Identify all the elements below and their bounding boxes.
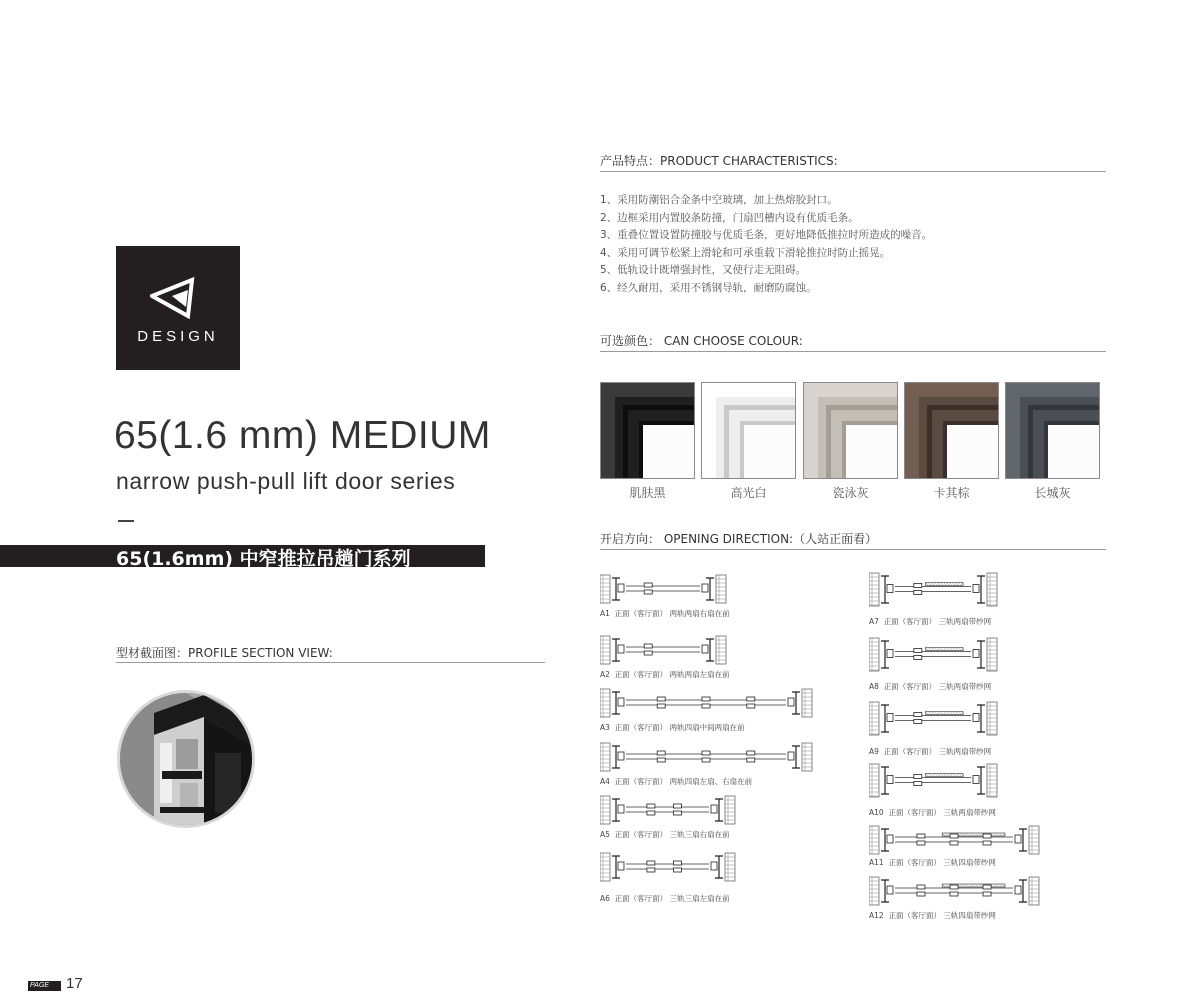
opening-label-a7: A7 正面（客厅面） 三轨两扇带纱网 xyxy=(869,617,992,626)
opening-label-a8: A8 正面（客厅面） 三轨两扇带纱网 xyxy=(869,682,992,691)
opening-diagram-a12 xyxy=(869,875,1041,907)
chinese-title-bar xyxy=(0,545,485,570)
opening-label-a2: A2 正面（客厅面） 两轨两扇左扇在前 xyxy=(600,670,730,679)
logo-text: DESIGN xyxy=(137,328,219,345)
colour-swatch-white xyxy=(701,382,796,479)
profile-section-rule xyxy=(116,662,545,663)
opening-label-a12: A12 正面（客厅面） 三轨四扇带纱网 xyxy=(869,911,996,920)
colour-rule xyxy=(600,351,1106,352)
opening-label-a4: A4 正面（客厅面） 两轨四扇左扇、右扇在前 xyxy=(600,777,753,786)
colour-swatch-ceramic-grey xyxy=(803,382,898,479)
opening-diagram-a2 xyxy=(600,634,730,666)
triangle-logo-icon xyxy=(150,276,210,321)
opening-diagram-a11 xyxy=(869,824,1041,856)
colour-swatch-khaki-brown xyxy=(904,382,999,479)
list-item: 3、重叠位置设置防撞胶与优质毛条，更好地降低推拉时所造成的噪音。 xyxy=(600,229,933,242)
series-title: 65(1.6 mm) MEDIUM xyxy=(114,414,491,457)
list-item: 6、经久耐用，采用不锈钢导轨，耐磨防腐蚀。 xyxy=(600,281,817,294)
colour-swatch-black xyxy=(600,382,695,479)
opening-label-a9: A9 正面（客厅面） 三轨两扇带纱网 xyxy=(869,747,992,756)
list-item: 1、采用防潮铝合金条中空玻璃，加上热熔胶封口。 xyxy=(600,194,838,206)
list-item: 4、采用可调节松紧上滑轮和可承重载下滑轮推拉时防止摇晃。 xyxy=(600,246,891,259)
swatch-label: 高光白 xyxy=(730,486,767,500)
opening-label-a10: A10 正面（客厅面） 三轨两扇带纱网 xyxy=(869,808,996,817)
opening-diagram-a3 xyxy=(600,687,814,719)
page-number: 17 xyxy=(66,975,83,992)
characteristics-heading: 产品特点：PRODUCT CHARACTERISTICS: xyxy=(600,154,838,168)
opening-direction-rule xyxy=(600,549,1106,550)
colour-swatch-greatwall-grey xyxy=(1005,382,1100,479)
opening-label-a5: A5 正面（客厅面） 三轨三扇右扇在前 xyxy=(600,830,730,839)
opening-diagram-a6 xyxy=(600,851,738,883)
characteristics-rule xyxy=(600,171,1106,172)
page-tag: PAGE xyxy=(28,981,61,991)
list-item: 2、边框采用内置胶条防撞，门扇凹槽内设有优质毛条。 xyxy=(600,211,859,224)
opening-diagram-a7 xyxy=(869,571,999,608)
opening-diagram-a1 xyxy=(600,573,730,605)
swatch-label: 卡其棕 xyxy=(933,486,970,500)
profile-section-heading: 型材截面图：PROFILE SECTION VIEW: xyxy=(116,646,333,660)
title-divider xyxy=(118,520,134,522)
opening-diagram-a8 xyxy=(869,636,999,673)
swatch-label: 瓷泳灰 xyxy=(832,486,869,500)
profile-section-image xyxy=(117,690,255,828)
opening-diagram-a5 xyxy=(600,794,738,826)
series-subtitle: narrow push-pull lift door series xyxy=(116,468,456,494)
opening-diagram-a9 xyxy=(869,700,999,737)
opening-diagram-a4 xyxy=(600,741,814,773)
list-item: 5、低轨设计既增强封性，又使行走无阻碍。 xyxy=(600,264,807,277)
opening-label-a11: A11 正面（客厅面） 三轨四扇带纱网 xyxy=(869,858,996,867)
opening-direction-heading: 开启方向： OPENING DIRECTION:（人站正面看） xyxy=(600,532,878,546)
chinese-series-title: 65(1.6mm) 中窄推拉吊趟门系列 xyxy=(116,548,411,570)
opening-label-a1: A1 正面（客厅面） 两轨两扇右扇在前 xyxy=(600,609,730,618)
characteristics-list xyxy=(600,192,932,298)
design-logo xyxy=(116,246,240,370)
opening-label-a3: A3 正面（客厅面） 两轨四扇中间两扇在前 xyxy=(600,723,745,732)
colour-heading: 可选颜色： CAN CHOOSE COLOUR: xyxy=(600,334,803,348)
swatch-label: 肌肤黑 xyxy=(629,486,666,500)
opening-diagram-a10 xyxy=(869,762,999,799)
opening-label-a6: A6 正面（客厅面） 三轨三扇左扇在前 xyxy=(600,894,730,903)
swatch-label: 长城灰 xyxy=(1034,486,1071,500)
